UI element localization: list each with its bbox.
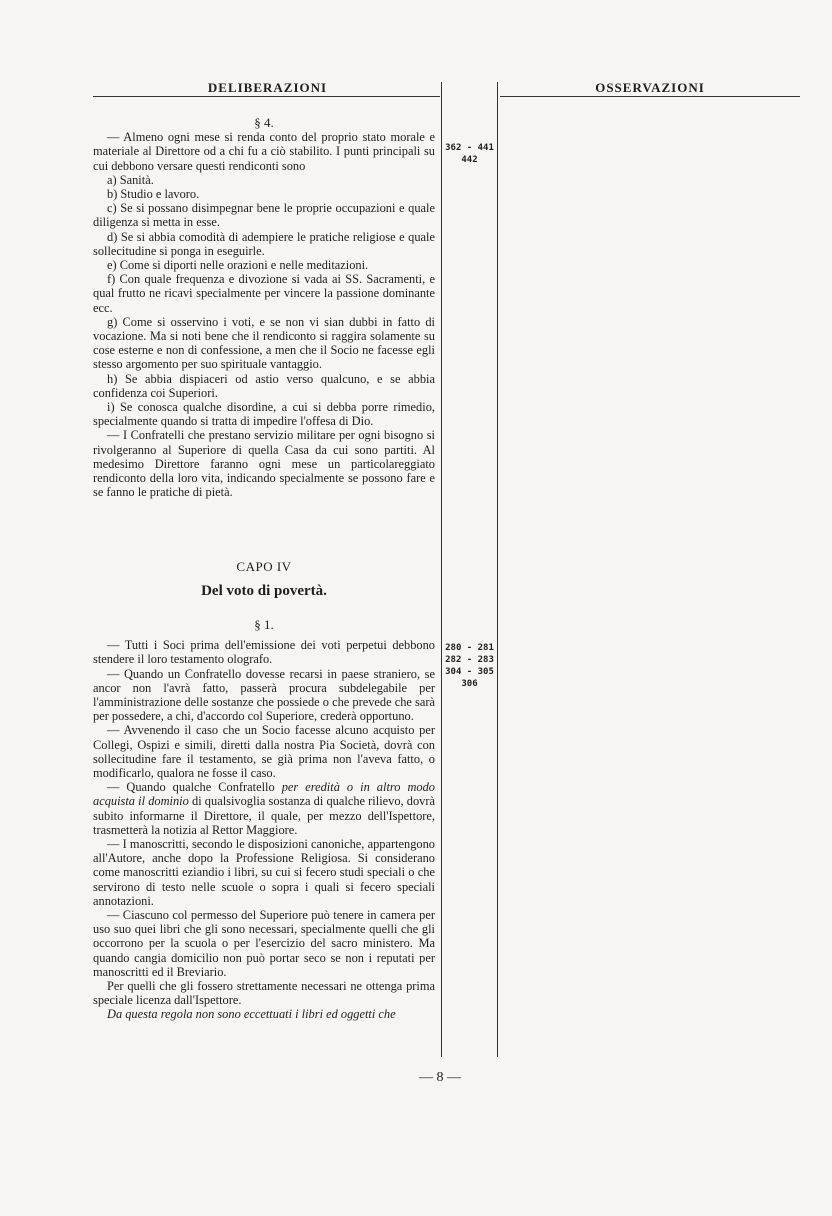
- chapter-title: Del voto di povertà.: [201, 583, 327, 600]
- header-deliberazioni: DELIBERAZIONI: [207, 80, 328, 95]
- column-divider-left: [441, 82, 442, 1057]
- chapter-number: CAPO IV: [236, 559, 292, 574]
- header-rule-left: [93, 96, 440, 97]
- section-heading: § 4.: [254, 115, 274, 130]
- list-item: i) Se conosca qualche disordine, a cui si debba porre rimedio, specialmente quando si tratta di impedire l'offesa di Dio.: [93, 400, 435, 429]
- reference: 442: [461, 155, 478, 165]
- list-item: d) Se si abbia comodità di adempiere le pratiche religiose e quale sollecitudine si ponga in eseguirle.: [93, 229, 435, 258]
- paragraph: — Almeno ogni mese si renda conto del proprio stato morale e materiale al Direttore od a chi fu a ciò stabilito. I punti principali su cui debbono versare questi rendiconti sono: [93, 130, 435, 173]
- reference: 362 - 441: [445, 143, 494, 153]
- paragraph: — Tutti i Soci prima dell'emissione dei voti perpetui debbono stendere il loro testamento olografo.: [93, 638, 435, 667]
- paragraph: Per quelli che gli fossero strettamente necessari ne ottenga prima speciale licenza dall'Ispettore.: [93, 979, 435, 1008]
- list-item: e) Come si diporti nelle orazioni e nelle meditazioni.: [107, 258, 369, 273]
- list-item: g) Come si osservino i voti, e se non vi sian dubbi in fatto di vocazione. Ma si noti bene che il rendiconto si raggira solamente su cose esterne e non di confessione, a men che il Socio ne facesse egli stesso argomento per suo spirituale vantaggio.: [93, 314, 435, 372]
- header-osservazioni: OSSERVAZIONI: [595, 80, 705, 95]
- references-section-4: [444, 142, 495, 166]
- text-segment: di qualsivoglia sostanza di qualche rilievo, dovrà subito informarne il Direttore, il quale, per mezzo dell'Ispettore, trasmetterà la notizia al Rettor Maggiore.: [93, 794, 435, 837]
- column-divider-right: [497, 82, 498, 1057]
- reference: 306: [461, 679, 478, 689]
- section-4: [93, 116, 435, 499]
- reference: 282 - 283: [445, 655, 494, 665]
- reference: 280 - 281: [445, 643, 494, 653]
- paragraph: — Ciascuno col permesso del Superiore può tenere in camera per uso suo quei libri che gli sono necessari, specialmente quelli che gli occorrono per la scuola o per l'esercizio del sacro ministero. Ma quando cangia domicilio non può portar seco se non i reputati per manoscritti ed il Breviario.: [93, 908, 435, 979]
- references-section-1: [444, 642, 495, 690]
- list-item: f) Con quale frequenza e divozione si vada ai SS. Sacramenti, e qual frutto ne ricavi specialmente per vincere la passione dominante ecc.: [93, 272, 435, 315]
- chapter-heading: [93, 560, 435, 598]
- list-item: b) Studio e lavoro.: [107, 187, 200, 202]
- list-item: a) Sanità.: [107, 172, 154, 187]
- section-1: [93, 618, 435, 1022]
- section-heading: § 1.: [254, 617, 274, 632]
- paragraph: — I manoscritti, secondo le disposizioni canoniche, appartengono all'Autore, anche dopo la Professione Religiosa. Si considerano come manoscritti eziandio i libri, su cui si fecero studi speciali o che servirono di testo nelle scuole o sopra i quali si fecero speciali annotazioni.: [93, 837, 435, 908]
- italic-text: Da questa regola non sono eccettuati i libri ed oggetti che: [107, 1007, 396, 1022]
- paragraph: — I Confratelli che prestano servizio militare per ogni bisogno si rivolgeranno al Superiore di quella Casa da cui sono partiti. Al medesimo Direttore faranno ogni mese un particolareggiato rendiconto della loro vita, indicando specialmente se possono fare e se fanno le pratiche di pietà.: [93, 428, 435, 500]
- paragraph-italic: [93, 1007, 435, 1021]
- page-number: — 8 —: [419, 1070, 461, 1085]
- text-segment: — Quando qualche Confratello: [107, 780, 282, 795]
- italic-text: per eredità o in altro modo acquista il dominio: [93, 780, 436, 809]
- reference: 304 - 305: [445, 667, 494, 677]
- paragraph: — Avvenendo il caso che un Socio facesse alcuno acquisto per Collegi, Ospizi e simili, diretti dalla nostra Pia Società, dovrà con sollecitudine fare il testamento, se già prima non l'aveva fatto, o modificarlo, qualora ne fosse il caso.: [93, 723, 435, 781]
- header-rule-right: [500, 96, 800, 97]
- paragraph: — Quando un Confratello dovesse recarsi in paese straniero, se ancor non l'avrà fatto, passerà procura subdelegabile per l'amministrazione delle sostanze che possiede o che prevede che sarà per possedere, a chi, d'accordo col Superiore, crederà opportuno.: [93, 666, 435, 724]
- list-item: c) Se si possano disimpegnar bene le proprie occupazioni e quale diligenza si metta in esse.: [93, 201, 435, 230]
- paragraph: [93, 780, 435, 837]
- list-item: h) Se abbia dispiaceri od astio verso qualcuno, e se abbia confidenza coi Superiori.: [93, 371, 435, 400]
